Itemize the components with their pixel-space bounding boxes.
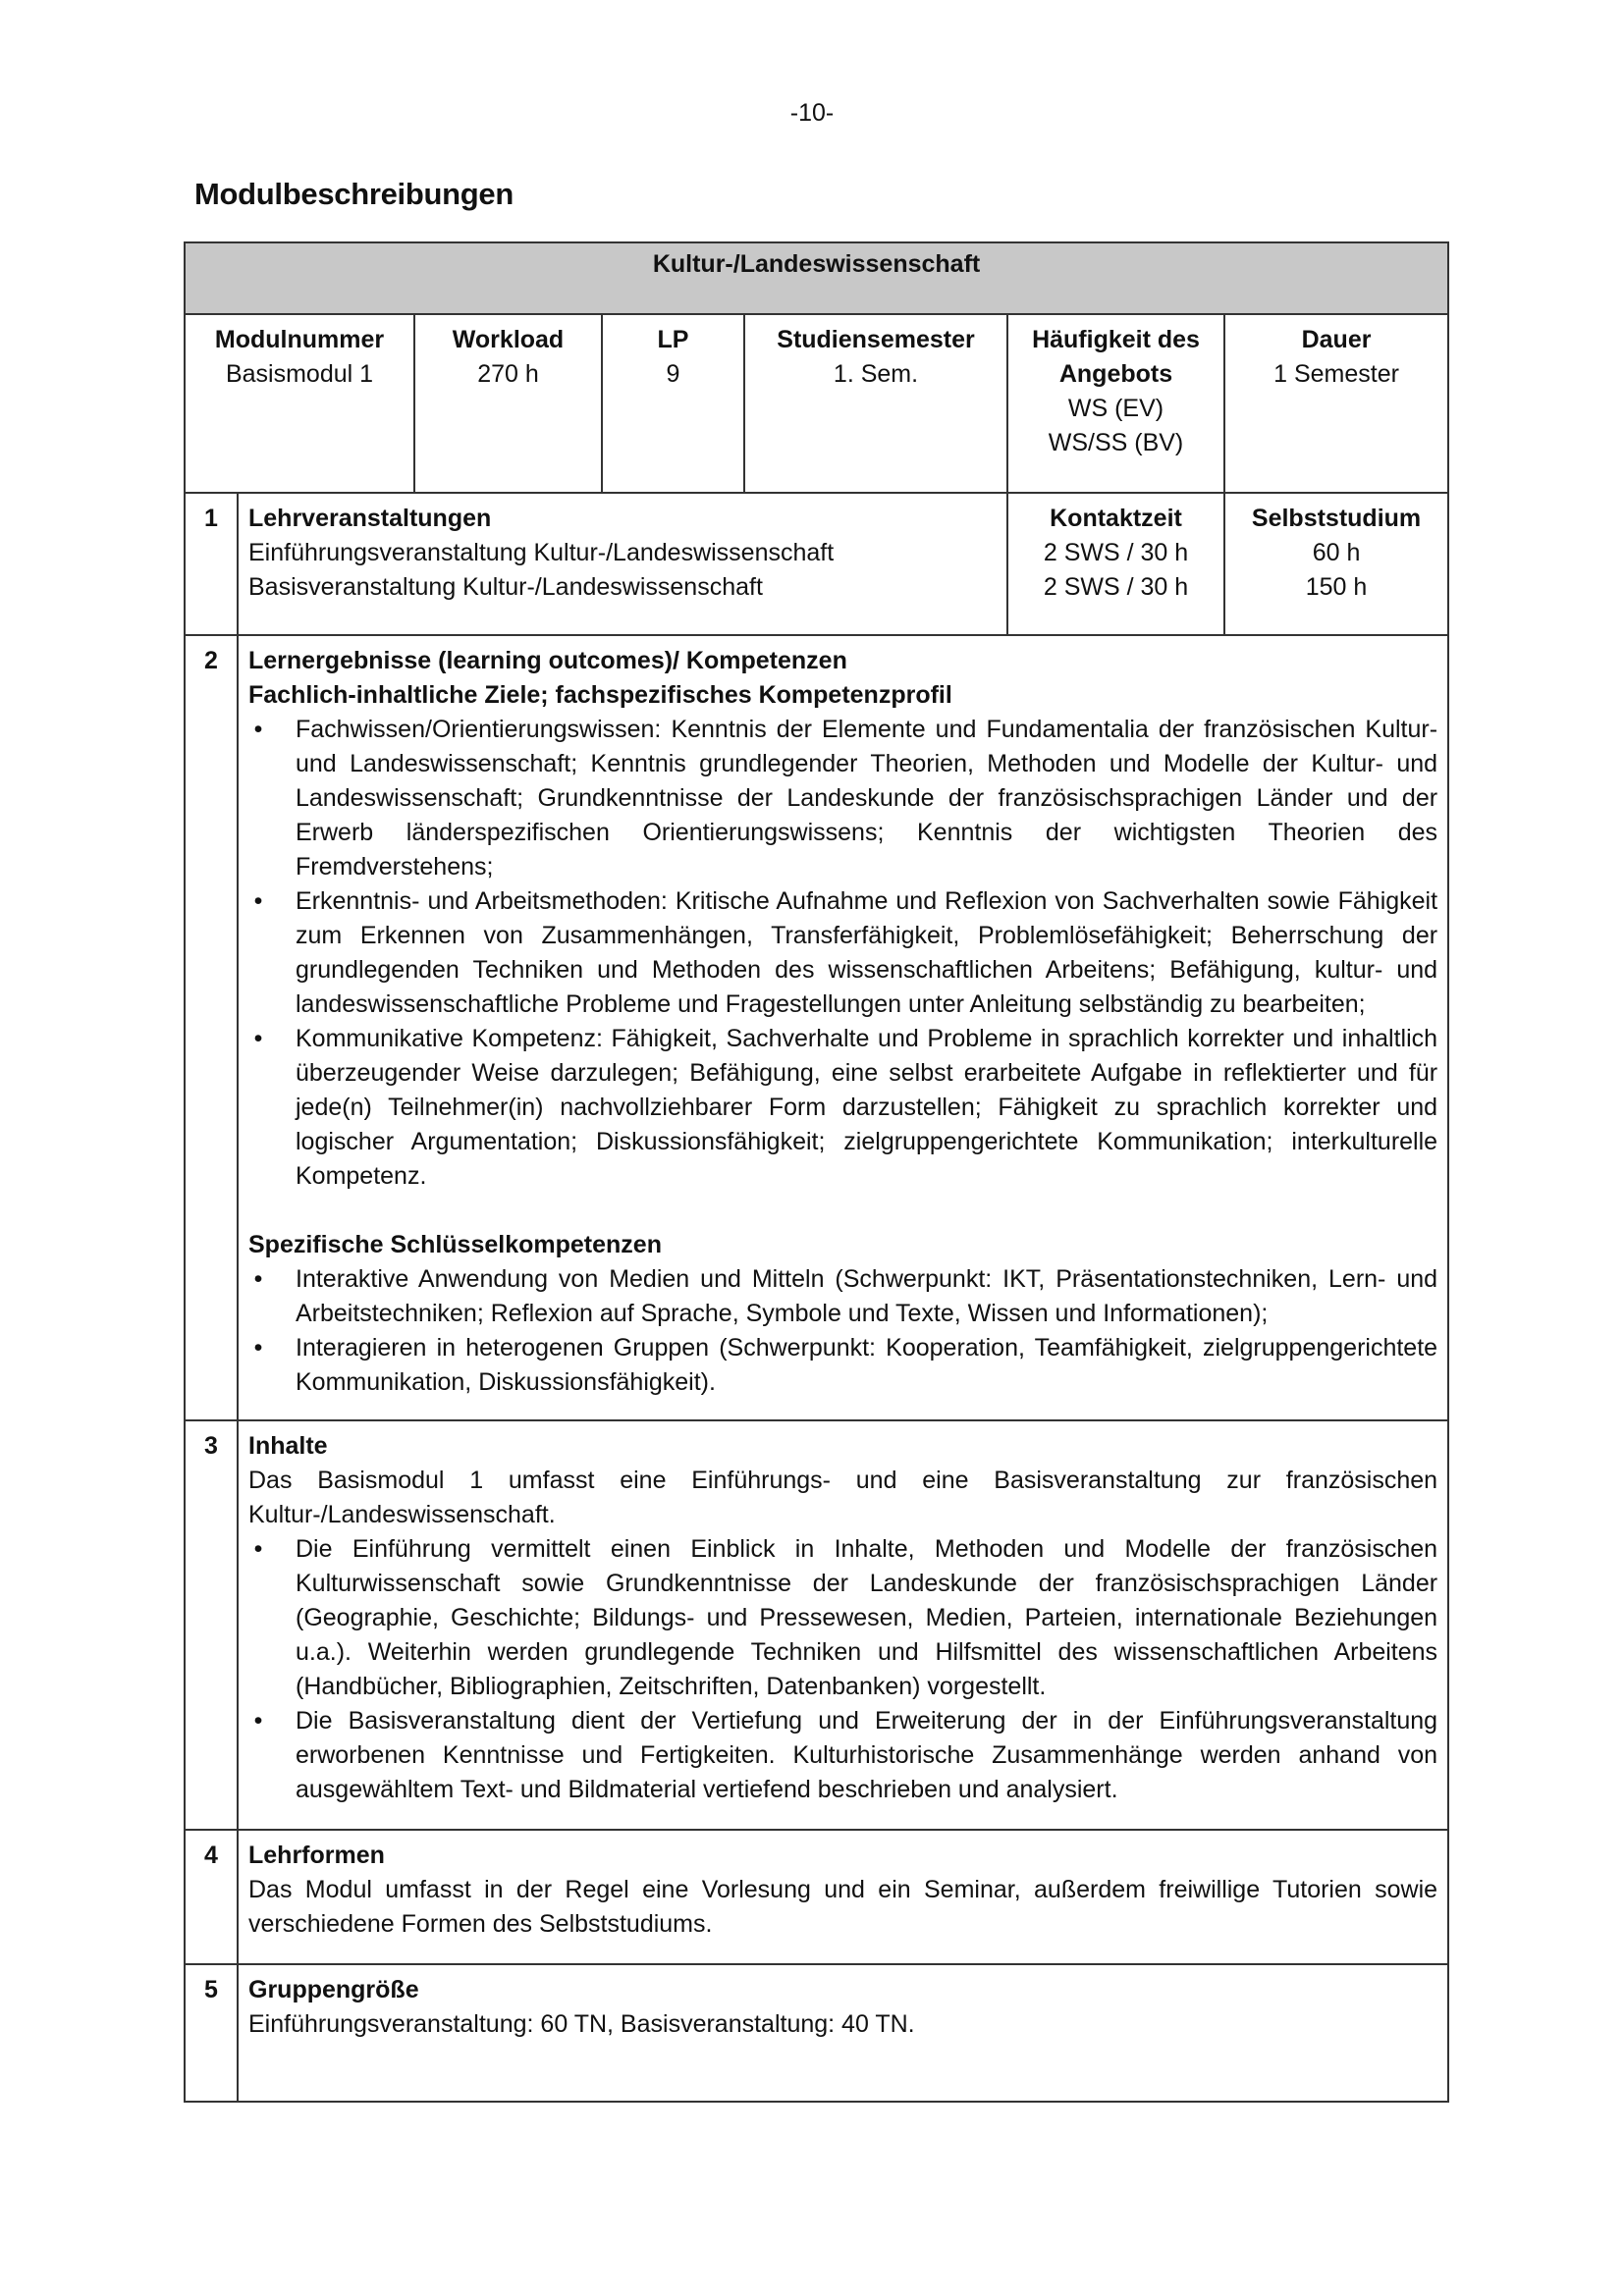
list-item: • Die Basisveranstaltung dient der Vertiefung und Erweiterung der in der Einführungsveranstaltung erworbenen Kenntnisse und Fertigkeiten. Kulturhistorische Zusammenhänge werden anhand von ausgewähltem Text- und Bildmaterial vertiefend beschrieben und analysiert. xyxy=(296,1704,1437,1807)
haeufigkeit-label-1: Häufigkeit des xyxy=(1032,326,1200,353)
haeufigkeit-label-2: Angebots xyxy=(1058,360,1173,388)
key-competence-subtitle: Spezifische Schlüsselkompetenzen xyxy=(248,1231,662,1258)
section-5-number: 5 xyxy=(185,1964,238,2102)
section-5-title: Gruppengröße xyxy=(248,1976,419,2003)
dauer-cell xyxy=(1224,314,1448,493)
kontaktzeit-value: 2 SWS / 30 h xyxy=(1043,573,1189,601)
studiensemester-value: 1. Sem. xyxy=(833,360,919,388)
section-2-number: 2 xyxy=(185,635,238,1420)
lp-cell xyxy=(602,314,744,493)
kontaktzeit-cell xyxy=(1007,493,1224,635)
list-item: • Interagieren in heterogenen Gruppen (Schwerpunkt: Kooperation, Teamfähigkeit, zielgruppengerichtete Kommunikation, Diskussionsfähigkeit). xyxy=(296,1331,1437,1400)
content-list xyxy=(248,1532,1437,1807)
kontaktzeit-label: Kontaktzeit xyxy=(1050,505,1182,532)
section-5-row xyxy=(185,1964,1448,2102)
section-1-number: 1 xyxy=(185,493,238,635)
section-5-body xyxy=(238,1964,1448,2102)
workload-value: 270 h xyxy=(477,360,539,388)
haeufigkeit-cell xyxy=(1007,314,1224,493)
studiensemester-cell xyxy=(744,314,1007,493)
selbststudium-label: Selbststudium xyxy=(1251,505,1422,532)
haeufigkeit-value-1: WS (EV) xyxy=(1067,395,1164,422)
dauer-label: Dauer xyxy=(1301,326,1372,353)
section-1-title: Lehrveranstaltungen xyxy=(248,505,492,532)
list-item: • Fachwissen/Orientierungswissen: Kenntnis der Elemente und Fundamentalia der französischen Kultur- und Landeswissenschaft; Kenntnis grundlegender Theorien, Methoden und Modelle der Kultur- und Landeswissenschaft; Grundkenntnisse der Landeskunde der französischsprachigen Länder und der Erwerb länderspezifischen Orientierungswissens; Kenntnis der wichtigsten Theorien des Fremdverstehens; xyxy=(296,713,1437,884)
selbststudium-value: 60 h xyxy=(1312,539,1361,566)
list-item: • Erkenntnis- und Arbeitsmethoden: Kritische Aufnahme und Reflexion von Sachverhalten sowie Fähigkeit zum Erkennen von Zusammenhängen, Transferfähigkeit, Problemlösefähigkeit; Beherrschung der grundlegenden Techniken und Methoden des wissenschaftlichen Arbeitens; Befähigung, kultur- und landeswissenschaftliche Probleme und Fragestellungen unter Anleitung selbständig zu bearbeiten; xyxy=(296,884,1437,1022)
modulnummer-cell xyxy=(185,314,414,493)
lp-value: 9 xyxy=(666,360,680,388)
module-title: Kultur-/Landeswissenschaft xyxy=(185,242,1448,314)
section-2-title: Lernergebnisse (learning outcomes)/ Kompetenzen xyxy=(248,647,847,674)
section-2-subtitle: Fachlich-inhaltliche Ziele; fachspezifisches Kompetenzprofil xyxy=(248,681,952,709)
haeufigkeit-value-2: WS/SS (BV) xyxy=(1048,429,1184,456)
selbststudium-value: 150 h xyxy=(1305,573,1368,601)
list-item: • Die Einführung vermittelt einen Einblick in Inhalte, Methoden und Modelle der französischen Kulturwissenschaft sowie Grundkenntnisse der Landeskunde der französischsprachigen Länder (Geographie, Geschichte; Bildungs- und Pressewesen, Medien, Parteien, internationale Beziehungen u.a.). Weiterhin werden grundlegende Techniken und Hilfsmittel des wissenschaftlichen Arbeitens (Handbücher, Bibliographien, Zeitschriften, Datenbanken) vorgestellt. xyxy=(296,1532,1437,1704)
meta-row xyxy=(185,314,1448,493)
workload-label: Workload xyxy=(452,326,565,353)
course-item: Basisveranstaltung Kultur-/Landeswissenschaft xyxy=(248,573,763,601)
section-4-text: Das Modul umfasst in der Regel eine Vorlesung und ein Seminar, außerdem freiwillige Tutorien sowie verschiedene Formen des Selbststudiums. xyxy=(248,1876,1438,1938)
section-4-number: 4 xyxy=(185,1830,238,1964)
document-heading: Modulbeschreibungen xyxy=(194,177,514,211)
section-3-number: 3 xyxy=(185,1420,238,1830)
section-1-row xyxy=(185,493,1448,635)
dauer-value: 1 Semester xyxy=(1273,360,1399,388)
selbststudium-cell xyxy=(1224,493,1448,635)
section-3-title: Inhalte xyxy=(248,1432,328,1460)
title-row xyxy=(185,242,1448,314)
section-2-row xyxy=(185,635,1448,1420)
list-item: • Interaktive Anwendung von Medien und Mitteln (Schwerpunkt: IKT, Präsentationstechniken, Lern- und Arbeitstechniken; Reflexion auf Sprache, Symbole und Texte, Wissen und Informationen); xyxy=(296,1262,1437,1331)
key-competence-list xyxy=(248,1262,1437,1400)
page-number: -10- xyxy=(789,99,835,127)
competence-list xyxy=(248,713,1437,1194)
section-1-body xyxy=(238,493,1007,635)
studiensemester-label: Studiensemester xyxy=(777,326,975,353)
modulnummer-value: Basismodul 1 xyxy=(225,360,374,388)
modulnummer-label: Modulnummer xyxy=(214,326,385,353)
course-item: Einführungsveranstaltung Kultur-/Landeswissenschaft xyxy=(248,539,835,566)
module-description-table xyxy=(184,241,1449,2103)
section-5-text: Einführungsveranstaltung: 60 TN, Basisveranstaltung: 40 TN. xyxy=(248,2010,915,2038)
kontaktzeit-value: 2 SWS / 30 h xyxy=(1043,539,1189,566)
section-3-body xyxy=(238,1420,1448,1830)
list-item: • Kommunikative Kompetenz: Fähigkeit, Sachverhalte und Probleme in sprachlich korrekter und inhaltlich überzeugender Weise darzulegen; Befähigung, eine selbst erarbeitete Aufgabe in reflektierter und für jede(n) Teilnehmer(in) nachvollziehbarer Form darzustellen; Fähigkeit zu sprachlich korrekter und logischer Argumentation; Diskussionsfähigkeit; zielgruppengerichtete Kommunikation; interkulturelle Kompetenz. xyxy=(296,1022,1437,1194)
workload-cell xyxy=(414,314,602,493)
section-3-row xyxy=(185,1420,1448,1830)
section-2-body xyxy=(238,635,1448,1420)
lp-label: LP xyxy=(657,326,689,353)
section-3-intro: Das Basismodul 1 umfasst eine Einführungs- und eine Basisveranstaltung zur französischen Kultur-/Landeswissenschaft. xyxy=(248,1467,1438,1528)
section-4-title: Lehrformen xyxy=(248,1842,385,1869)
section-4-body xyxy=(238,1830,1448,1964)
section-4-row xyxy=(185,1830,1448,1964)
